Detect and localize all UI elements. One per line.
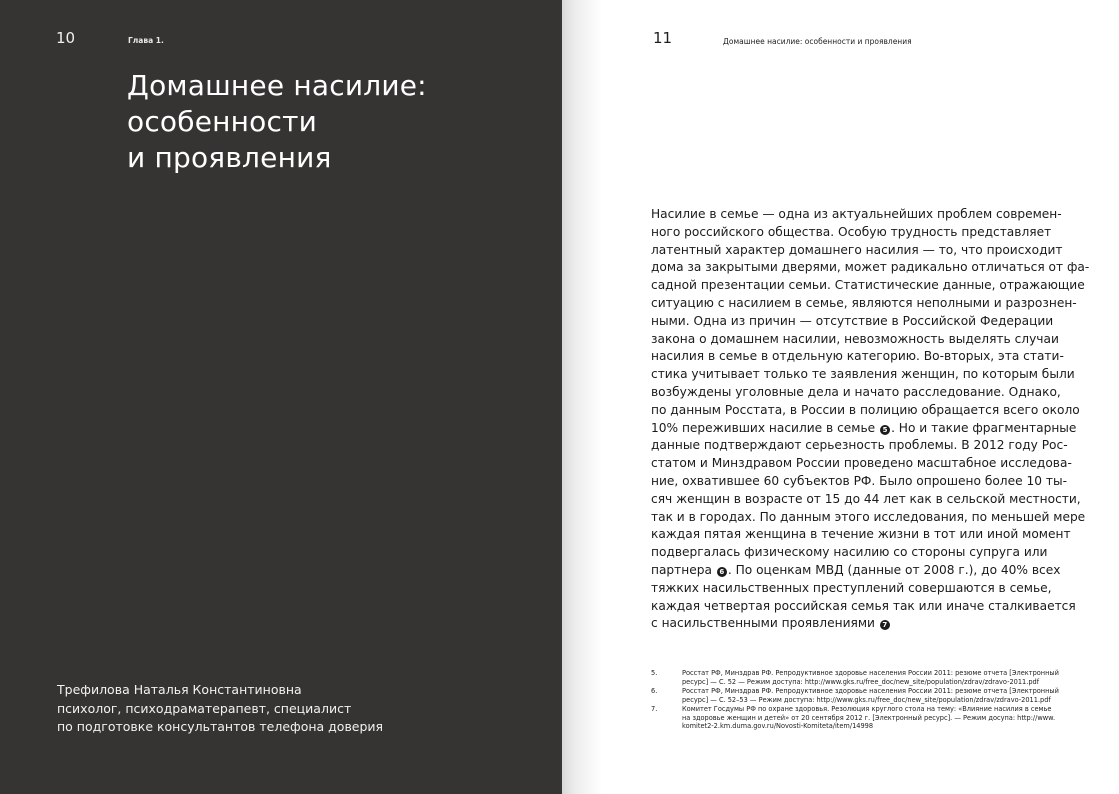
footnote-marker-6[interactable]: 6 [717, 567, 727, 577]
footnote-number: 6. [651, 686, 658, 695]
body-line [651, 420, 1076, 438]
body-line: сяч женщин в возрасте от 15 до 44 лет как в сельской местности, [651, 491, 1081, 506]
body-text-fragment: . По оценкам МВД (данные от 2008 г.), до 40% всех [727, 562, 1061, 577]
footnote-line: на здоровье женщин и детей» от 20 сентября 2012 г. [Электронный ресурс]. — Режим досупа: http://www. [682, 713, 1056, 722]
body-line: насилия в семье в отдельную категорию. Во-вторых, эта стати- [651, 349, 1064, 364]
footnote-number: 5. [651, 669, 658, 677]
body-line: тяжких насильственных преступлений совершаются в семье, [651, 580, 1052, 595]
footnote-item [651, 669, 1071, 687]
body-line: так и в городах. По данным этого исследования, по меньшей мере [651, 509, 1086, 524]
body-line: каждая четвертая российская семья так или иначе сталкивается [651, 598, 1076, 613]
footnotes [651, 669, 1071, 731]
footnote-text [682, 669, 1071, 687]
running-head: Домашнее насилие: особенности и проявления [723, 37, 912, 46]
page-number-right: 11 [653, 29, 673, 47]
body-line: возбуждены уголовные дела и начато расследование. Однако, [651, 384, 1061, 399]
body-line: садной презентации семьи. Статистические данные, отражающие [651, 278, 1085, 293]
footnote-number: 7. [651, 704, 658, 713]
body-line: данные подтверждают серьезность проблемы. В 2012 году Рос- [651, 438, 1068, 453]
footnote-marker-5[interactable]: 5 [880, 425, 890, 435]
body-line: Насилие в семье — одна из актуальнейших проблем современ- [651, 207, 1062, 221]
author-name: Трефилова Наталья Константиновна [57, 682, 302, 697]
footnote-line: komitet2-2.km.duma.gov.ru/Novosti-Komiteta/item/14998 [682, 722, 874, 731]
body-paragraph [651, 206, 1090, 633]
body-text-fragment: . Но и такие фрагментарные [891, 420, 1077, 435]
footnote-text [682, 687, 1071, 705]
body-line: подвергалась физическому насилию со стороны супруга или [651, 545, 1048, 560]
body-line: латентный характер домашнего насилия — то, что происходит [651, 242, 1063, 257]
page-number-left: 10 [56, 29, 76, 47]
footnote-item [651, 687, 1071, 705]
author-role: психолог, психодраматерапевт, специалист [57, 700, 352, 716]
footnote-line: Росстат РФ, Минздрав РФ. Репродуктивное здоровье населения России 2011: резюме отчета [Электронный [682, 669, 1059, 677]
body-line: дома за закрытыми дверями, может радикально отличаться от фа- [651, 260, 1090, 275]
footnote-marker-7[interactable]: 7 [880, 620, 890, 630]
body-line: закона о домашнем насилии, невозможность выделять случаи [651, 331, 1059, 346]
footnote-line: ресурс] — С. 52–53 — Режим доступа: http://www.gks.ru/free_doc/new_site/population/zdrav/zdravo-2011.pdf [682, 695, 1051, 704]
body-line [651, 615, 1076, 633]
footnote-line: ресурс] — С. 52 — Режим доступа: http://www.gks.ru/free_doc/new_site/population/zdrav/zdravo-2011.pdf [682, 677, 1040, 686]
footnote-line: Росстат РФ, Минздрав РФ. Репродуктивное здоровье населения России 2011: резюме отчета [Электронный [682, 686, 1059, 695]
body-line: каждая пятая женщина в течение жизни в тот или иной момент [651, 527, 1071, 542]
body-text-fragment: партнера [651, 562, 712, 577]
body-line: ного российского общества. Особую трудность представляет [651, 224, 1052, 239]
body-line: стика учитывает только те заявления женщин, по которым были [651, 367, 1075, 382]
body-line: ными. Одна из причин — отсутствие в Российской Федерации [651, 313, 1054, 328]
body-text-fragment: с насильственными проявлениями [651, 616, 875, 631]
footnote-text [682, 705, 1071, 732]
body-line: ситуацию с насилием в семье, являются неполными и разрознен- [651, 295, 1077, 310]
body-text-fragment: 10% переживших насилие в семье [651, 420, 876, 435]
body-line: статом и Минздравом России проведено масштабное исследова- [651, 456, 1072, 471]
footnote-line: Комитет Госдумы РФ по охране здоровья. Резолюция круглого стола на тему: «Влияние насилия в семье [682, 704, 1052, 713]
body-line [651, 562, 1076, 580]
right-page [562, 0, 1119, 794]
body-line: ние, охватившее 60 субъектов РФ. Было опрошено более 10 ты- [651, 473, 1067, 488]
body-line: по данным Росстата, в России в полицию обращается всего около [651, 402, 1080, 417]
footnote-item [651, 705, 1071, 732]
author-role-continued: по подготовке консультантов телефона доверия [57, 719, 384, 734]
chapter-title: Домашнее насилие: особенности и проявления [127, 69, 427, 174]
author-block [57, 681, 477, 737]
chapter-label: Глава 1. [128, 36, 164, 45]
